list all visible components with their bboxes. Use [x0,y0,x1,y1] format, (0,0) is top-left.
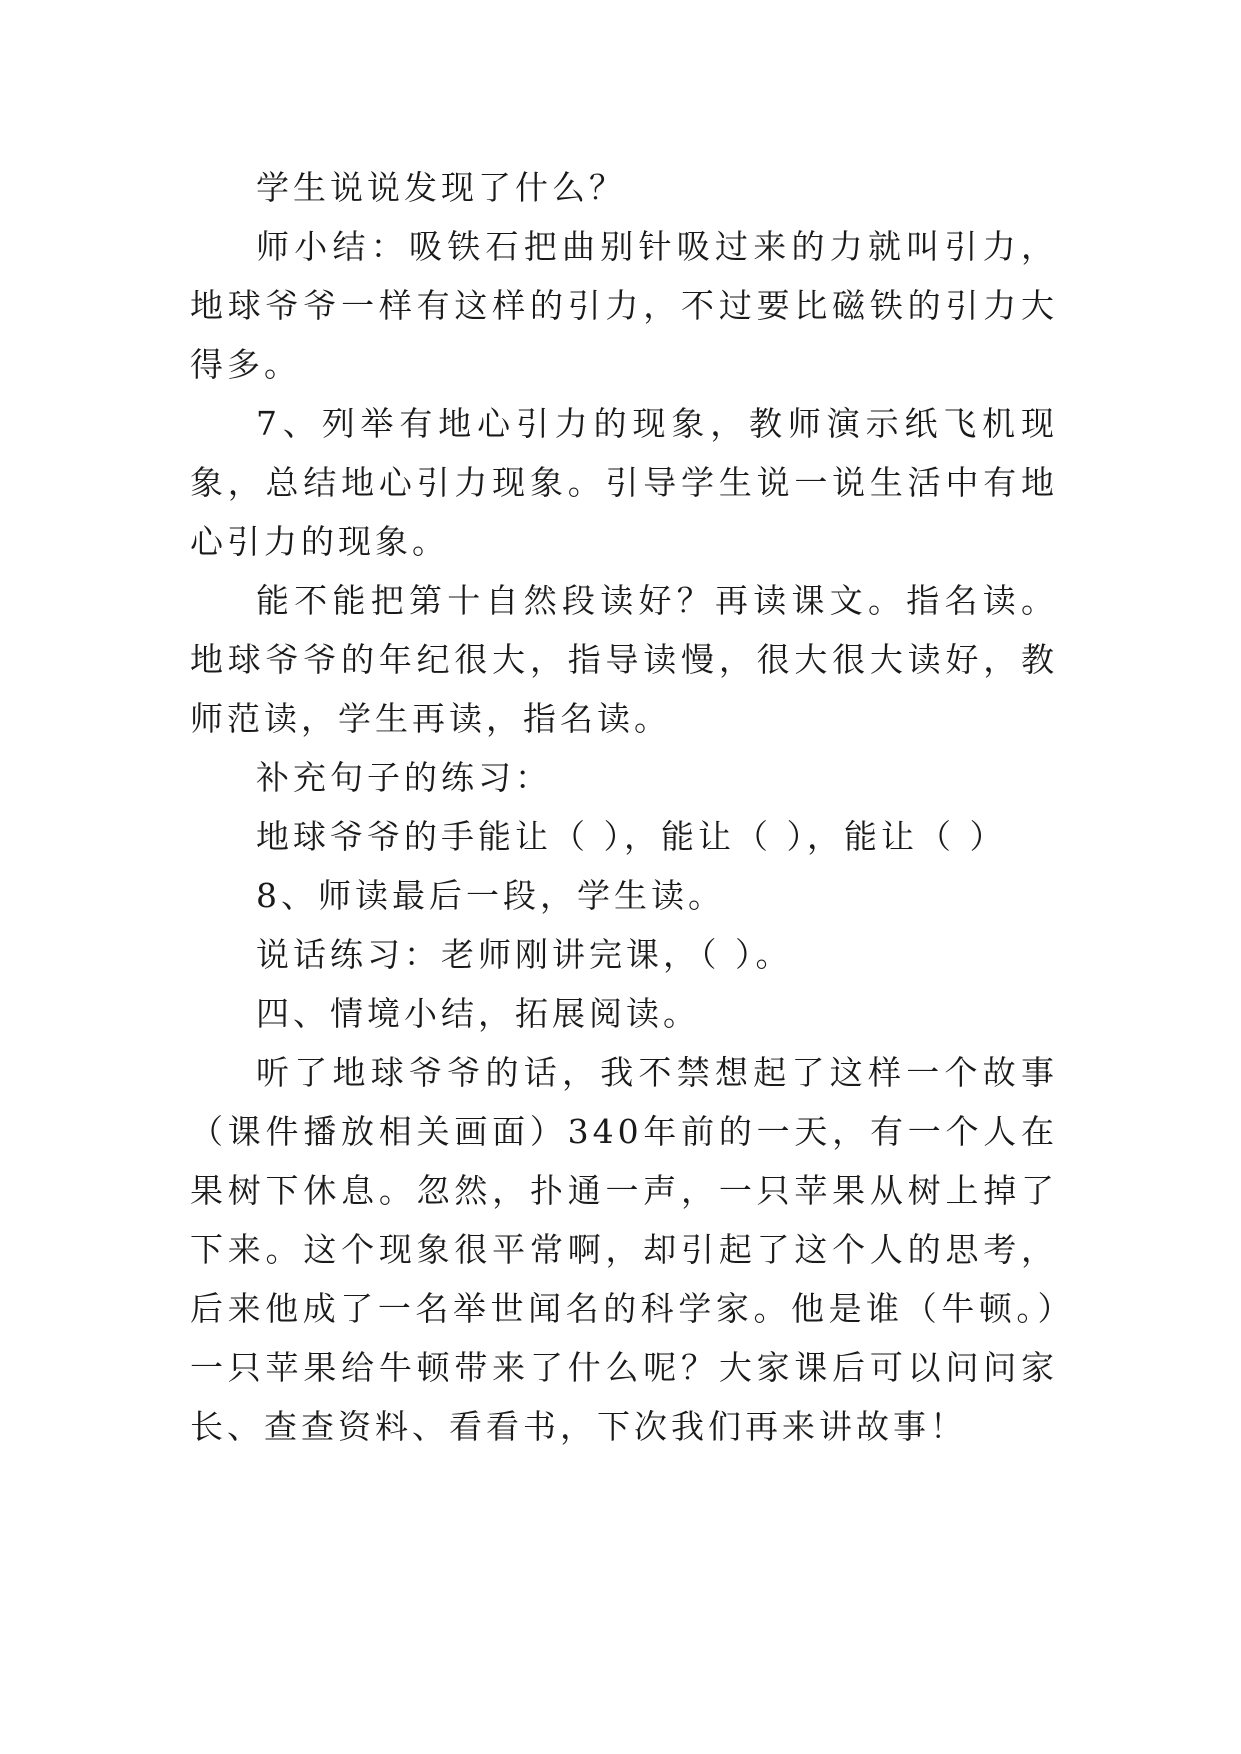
paragraph: 地球爷爷的手能让（ ），能让（ ），能让（ ） [256,817,1007,856]
paragraph: 能不能把第十自然段读好？再读课文。指名读。地球爷爷的年纪很大，指导读慢，很大很大读好，教师范读，学生再读，指名读。 [190,581,1058,738]
paragraph: 说话练习：老师刚讲完课，（ ）。 [256,935,793,974]
paragraph: 学生说说发现了什么？ [256,168,626,207]
paragraph: 8、师读最后一段，学生读。 [256,876,725,915]
document-body [190,158,1058,1456]
paragraph: 师小结：吸铁石把曲别针吸过来的力就叫引力，地球爷爷一样有这样的引力，不过要比磁铁的引力大得多。 [190,227,1058,384]
paragraph: 补充句子的练习： [256,758,552,797]
paragraph: 7、列举有地心引力的现象，教师演示纸飞机现象，总结地心引力现象。引导学生说一说生活中有地心引力的现象。 [190,404,1058,561]
paragraph: 听了地球爷爷的话，我不禁想起了这样一个故事（课件播放相关画面）340年前的一天，有一个人在果树下休息。忽然，扑通一声，一只苹果从树上掉了下来。这个现象很平常啊，却引起了这个人的思考，后来他成了一名举世闻名的科学家。他是谁（牛顿。）一只苹果给牛顿带来了什么呢？大家课后可以问问家长、查查资料、看看书，下次我们再来讲故事！ [190,1053,1058,1446]
paragraph: 四、情境小结，拓展阅读。 [256,994,700,1033]
